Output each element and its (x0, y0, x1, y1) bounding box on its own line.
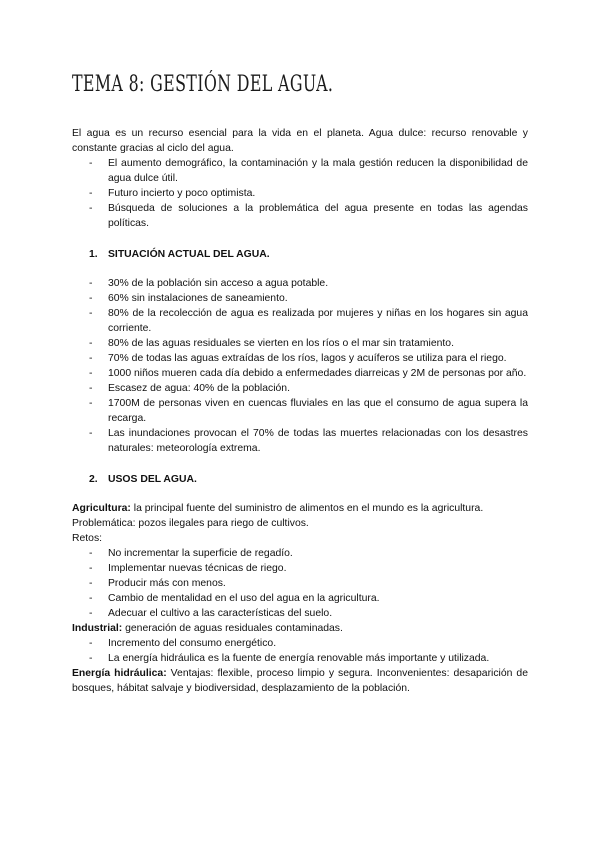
list-item: - Producir más con menos. (72, 576, 528, 591)
list-item: - 60% sin instalaciones de saneamiento. (72, 291, 528, 306)
intro-paragraph: El agua es un recurso esencial para la vida en el planeta. Agua dulce: recurso renovable y constante gracias al ciclo del agua. (72, 128, 528, 154)
list-item: - Búsqueda de soluciones a la problemática del agua presente en todas las agendas políticas. (72, 201, 528, 231)
hydro-paragraph (72, 666, 528, 696)
industrial-text: generación de aguas residuales contaminadas. (122, 623, 343, 634)
industrial-paragraph (72, 621, 528, 636)
agriculture-paragraph (72, 501, 528, 516)
list-item: - Implementar nuevas técnicas de riego. (72, 561, 528, 576)
document-body (72, 126, 528, 696)
intro-list (72, 156, 528, 231)
list-item: - 1700M de personas viven en cuencas fluviales en las que el consumo de agua supera la recarga. (72, 396, 528, 426)
list-item: - El aumento demográfico, la contaminación y la mala gestión reducen la disponibilidad de agua dulce útil. (72, 156, 528, 186)
section-title: USOS DEL AGUA. (108, 474, 197, 485)
list-item: - 30% de la población sin acceso a agua potable. (72, 276, 528, 291)
section-2-heading (72, 472, 528, 487)
agriculture-label: Agricultura: (72, 503, 131, 514)
list-item: - 1000 niños mueren cada día debido a enfermedades diarreicas y 2M de personas por año. (72, 366, 528, 381)
list-item: - Adecuar el cultivo a las características del suelo. (72, 606, 528, 621)
section-number: 1. (89, 249, 98, 260)
list-item: - Las inundaciones provocan el 70% de todas las muertes relacionadas con los desastres naturales: meteorología extrema. (72, 426, 528, 456)
list-item: - Cambio de mentalidad en el uso del agua en la agricultura. (72, 591, 528, 606)
section-title: SITUACIÓN ACTUAL DEL AGUA. (108, 249, 270, 260)
list-item: - 70% de todas las aguas extraídas de los ríos, lagos y acuíferos se utiliza para el riego. (72, 351, 528, 366)
retos-label: Retos: (72, 533, 103, 544)
hydro-text: Ventajas: flexible, proceso limpio y segura. Inconvenientes: desaparición de bosques, hábitat salvaje y biodiversidad, desplazamiento de la población. (72, 668, 528, 694)
list-item: - Incremento del consumo energético. (72, 636, 528, 651)
section-1-list (72, 276, 528, 456)
problem-paragraph: Problemática: pozos ilegales para riego de cultivos. (72, 518, 309, 529)
list-item: - 80% de las aguas residuales se vierten en los ríos o el mar sin tratamiento. (72, 336, 528, 351)
list-item: - Escasez de agua: 40% de la población. (72, 381, 528, 396)
list-item: - No incrementar la superficie de regadío. (72, 546, 528, 561)
list-item: - Futuro incierto y poco optimista. (72, 186, 528, 201)
agriculture-text: la principal fuente del suministro de alimentos en el mundo es la agricultura. (130, 503, 484, 514)
list-item: - 80% de la recolección de agua es realizada por mujeres y niñas en los hogares sin agua corriente. (72, 306, 528, 336)
hydro-label: Energía hidráulica: (72, 668, 167, 679)
industrial-label: Industrial: (72, 623, 123, 634)
page-title: TEMA 8: GESTIÓN DEL AGUA. (72, 72, 334, 97)
retos-list (72, 546, 528, 621)
section-number: 2. (89, 474, 98, 485)
industrial-list (72, 636, 528, 666)
list-item: - La energía hidráulica es la fuente de energía renovable más importante y utilizada. (72, 651, 528, 666)
section-1-heading (72, 247, 528, 262)
